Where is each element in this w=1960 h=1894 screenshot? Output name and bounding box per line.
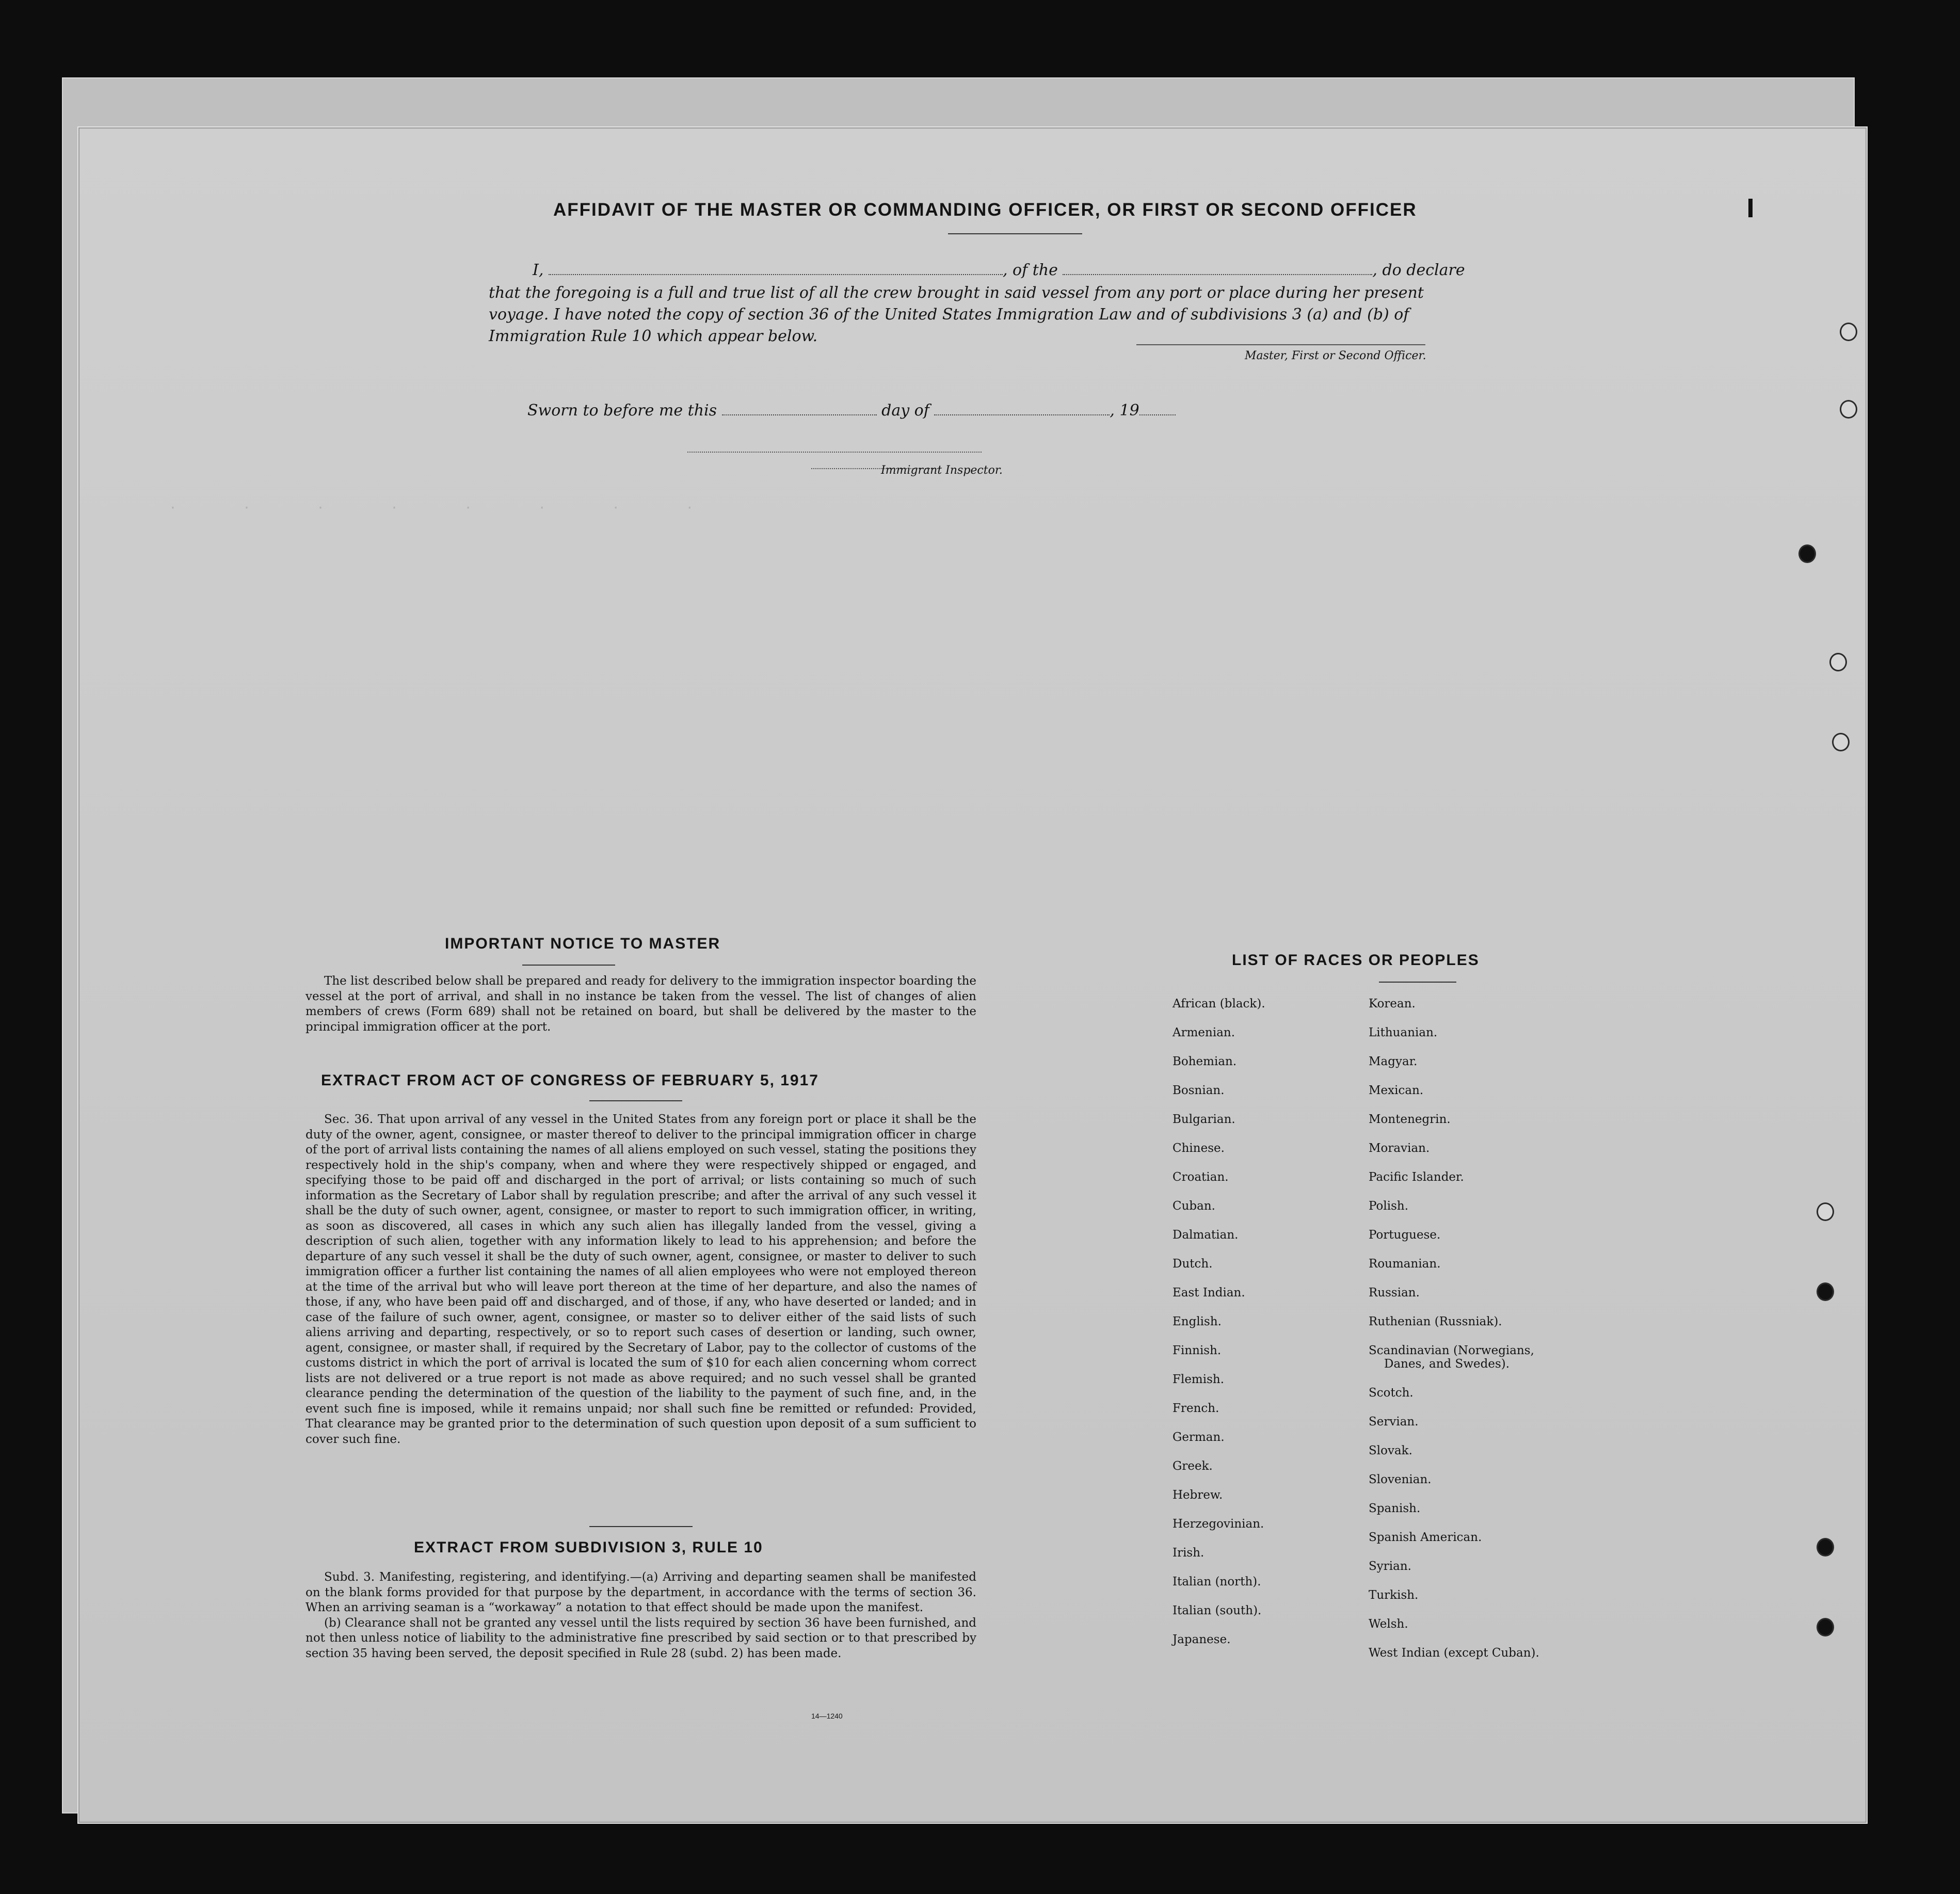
race-item: Irish.: [1172, 1546, 1204, 1560]
races-title: LIST OF RACES OR PEOPLES: [1232, 952, 1480, 969]
race-item: Slovak.: [1369, 1444, 1412, 1457]
notice-text: [306, 974, 976, 1035]
inspector-caption: Immigrant Inspector.: [881, 464, 1003, 477]
day-of-label: day of: [881, 402, 929, 420]
race-item: Flemish.: [1172, 1373, 1225, 1386]
rule-subd-b: (b) Clearance shall not be granted any vessel until the lists required by section 36 have been furnished, and not then unless notice of liability to the administrative fine prescribed by said section or to that prescribed by section 35 having been served, the deposit specified in Rule 28 (subd. 2) has been made.: [306, 1616, 976, 1660]
notice-rule: [522, 965, 615, 966]
race-item: Mexican.: [1369, 1084, 1424, 1097]
race-item: Bohemian.: [1172, 1055, 1237, 1068]
race-item: Ruthenian (Russniak).: [1369, 1315, 1502, 1328]
rule-title: EXTRACT FROM SUBDIVISION 3, RULE 10: [414, 1539, 763, 1556]
race-item: African (black).: [1172, 997, 1265, 1010]
ink-mark: [1748, 199, 1753, 217]
race-item: Montenegrin.: [1369, 1113, 1451, 1126]
races-column-2: [1369, 989, 1539, 1667]
binding-hole: [1840, 323, 1857, 341]
race-item: Servian.: [1369, 1415, 1419, 1428]
race-item: Croatian.: [1172, 1170, 1229, 1184]
race-item: Scandinavian (Norwegians,: [1369, 1344, 1534, 1357]
bleed-through-text: · · · · · · · ·: [151, 499, 692, 517]
rule-text: [306, 1570, 976, 1661]
year-blank[interactable]: [1139, 401, 1176, 415]
sworn-line: [527, 401, 1176, 420]
race-item: Polish.: [1369, 1199, 1409, 1213]
race-item: Dalmatian.: [1172, 1228, 1239, 1242]
act-title: EXTRACT FROM ACT OF CONGRESS OF FEBRUARY 5, 1917: [321, 1072, 819, 1089]
binding-hole: [1829, 653, 1847, 671]
race-item: French.: [1172, 1402, 1219, 1415]
day-blank[interactable]: [722, 401, 877, 415]
race-item: Dutch.: [1172, 1257, 1213, 1271]
race-item: Russian.: [1369, 1286, 1420, 1299]
race-item: Danes, and Swedes).: [1384, 1357, 1510, 1371]
do-declare-label: , do declare: [1372, 261, 1465, 279]
race-item: Italian (south).: [1172, 1604, 1262, 1617]
race-item: Slovenian.: [1369, 1473, 1432, 1486]
sworn-label: Sworn to before me this: [527, 402, 717, 420]
affidavit-title: AFFIDAVIT OF THE MASTER OR COMMANDING OFFICER, OR FIRST OR SECOND OFFICER: [553, 200, 1417, 220]
master-signature-line[interactable]: [1136, 344, 1425, 345]
notice-title: IMPORTANT NOTICE TO MASTER: [445, 935, 721, 952]
race-item: Finnish.: [1172, 1344, 1222, 1357]
race-item: Spanish.: [1369, 1502, 1421, 1515]
binding-hole: [1798, 544, 1816, 563]
act-text: [306, 1112, 976, 1447]
act-paragraph: Sec. 36. That upon arrival of any vessel in the United States from any foreign port or place it shall be the duty of the owner, agent, consignee, or master thereof to deliver to the principal immigration officer in charge of the port of arrival lists containing the names of all aliens employed on such vessel, stating the positions they respectively hold in the ship's company, when and where they were respectively shipped or engaged, and specifying those to be paid off and discharged in the port of arrival; or lists containing so much of such information as the Secretary of Labor shall by regulation prescribe; and after the arrival of any such vessel it shall be the duty of such owner, agent, consignee, or master to report to such immigration officer, in writing, as soon as discovered, all cases in which any such alien has illegally landed from the vessel, giving a description of such alien, together with any information likely to lead to his apprehension; and before the departure of any such vessel it shall be the duty of such owner, agent, consignee, or master to deliver to such immigration officer a further list containing the names of all alien employees who were not employed thereon at the time of the arrival but who will leave port thereon at the time of her departure, and also the names of those, if any, who have been paid off and discharged, and of those, if any, who have deserted or landed; and in case of the failure of such owner, agent, consignee, or master so to deliver either of the said lists of such aliens arriving and departing, respectively, or so to report such cases of desertion or landing, such owner, agent, consignee, or master shall, if required by the Secretary of Labor, pay to the collector of customs of the customs district in which the port of arrival is located the sum of $10 for each alien concerning whom correct lists are not delivered or a true report is not made as above required; and no such vessel shall be granted clearance pending the determination of the question of the liability to the payment of such fine, and, in the event such fine is imposed, while it remains unpaid; nor shall such fine be remitted or refunded: Provided, That clearance may be granted prior to the determination of such question upon deposit of a sum sufficient to cover such fine.: [306, 1113, 976, 1446]
race-item: Japanese.: [1172, 1633, 1231, 1646]
race-item: Scotch.: [1369, 1386, 1413, 1400]
race-item: Welsh.: [1369, 1617, 1408, 1631]
title-rule: [948, 233, 1082, 234]
binding-hole: [1817, 1282, 1834, 1301]
i-label: I,: [533, 261, 544, 279]
race-item: Moravian.: [1369, 1142, 1430, 1155]
year-label: , 19: [1110, 402, 1139, 420]
race-item: Lithuanian.: [1369, 1026, 1438, 1039]
form-number: 14—1240: [811, 1712, 843, 1720]
declaration-text-3: Immigration Rule 10 which appear below.: [489, 327, 818, 345]
race-item: Syrian.: [1369, 1560, 1411, 1573]
race-item: Roumanian.: [1369, 1257, 1441, 1271]
race-item: Italian (north).: [1172, 1575, 1261, 1588]
race-item: Hebrew.: [1172, 1488, 1223, 1502]
binding-hole: [1817, 1202, 1834, 1221]
race-item: Bosnian.: [1172, 1084, 1225, 1097]
race-item: Turkish.: [1369, 1588, 1419, 1602]
month-blank[interactable]: [934, 401, 1110, 415]
race-item: Armenian.: [1172, 1026, 1235, 1039]
binding-hole: [1817, 1618, 1834, 1636]
races-column-1: [1172, 989, 1265, 1654]
declaration-text-2: voyage. I have noted the copy of section 36 of the United States Immigration Law and of subdivisions 3 (a) and (b) of: [489, 306, 1409, 324]
race-item: Chinese.: [1172, 1142, 1225, 1155]
race-item: Greek.: [1172, 1459, 1213, 1473]
master-caption: Master, First or Second Officer.: [1245, 349, 1426, 362]
act-rule: [589, 1100, 682, 1101]
notice-paragraph: The list described below shall be prepared and ready for delivery to the immigration inspector boarding the vessel at the port of arrival, and shall in no instance be taken from the vessel. The list of changes of alien members of crews (Form 689) shall not be retained on board, but shall be delivered by the master to the principal immigration officer at the port.: [306, 974, 976, 1034]
race-item: West Indian (except Cuban).: [1369, 1646, 1539, 1660]
document-page: [77, 126, 1868, 1824]
binding-hole: [1840, 400, 1857, 419]
binding-hole: [1832, 733, 1850, 751]
rule-separator: [589, 1526, 693, 1527]
inspector-signature-line[interactable]: [687, 452, 982, 453]
of-the-label: , of the: [1002, 261, 1058, 279]
race-item: German.: [1172, 1431, 1225, 1444]
declaration-line: [533, 261, 1465, 279]
race-item: Bulgarian.: [1172, 1113, 1235, 1126]
race-item: Cuban.: [1172, 1199, 1215, 1213]
race-item: Korean.: [1369, 997, 1416, 1010]
race-item: Magyar.: [1369, 1055, 1418, 1068]
declaration-text-1: that the foregoing is a full and true list of all the crew brought in said vessel from any port or place during her present: [489, 284, 1424, 302]
rule-subd-a: Subd. 3. Manifesting, registering, and identifying.—(a) Arriving and departing seamen shall be manifested on the blank forms provided for that purpose by the department, in accordance with the terms of section 36. When an arriving seaman is a “workaway” a notation to that effect should be made upon the manifest.: [306, 1570, 976, 1614]
race-item: English.: [1172, 1315, 1222, 1328]
race-item: Herzegovinian.: [1172, 1517, 1264, 1531]
race-item: Spanish American.: [1369, 1531, 1482, 1544]
race-item: Portuguese.: [1369, 1228, 1441, 1242]
races-rule: [1379, 982, 1456, 983]
vessel-blank[interactable]: [1063, 261, 1372, 275]
binding-hole: [1817, 1538, 1834, 1556]
race-item: East Indian.: [1172, 1286, 1245, 1299]
race-item: Pacific Islander.: [1369, 1170, 1464, 1184]
name-blank[interactable]: [549, 261, 1003, 275]
